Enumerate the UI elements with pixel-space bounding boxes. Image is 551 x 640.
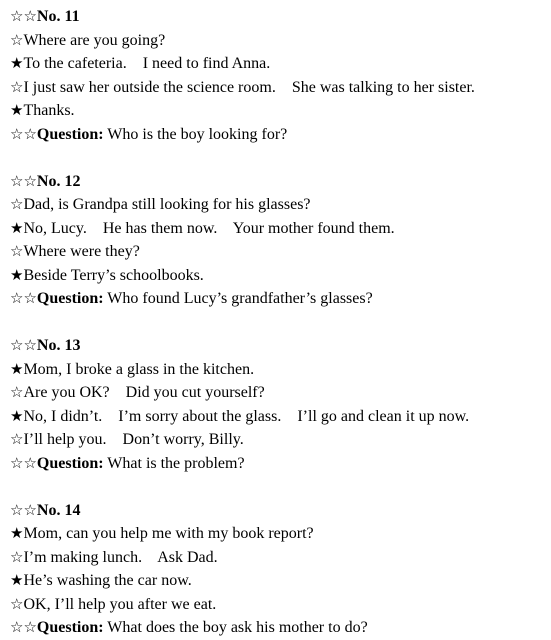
- double-white-star-icon: ☆☆: [10, 171, 37, 190]
- dialogue-line-text: Where are you going?: [23, 31, 166, 49]
- white-star-icon: ☆: [10, 594, 24, 613]
- black-star-icon: ★: [10, 524, 24, 542]
- dialogue-line-text: I’m making lunch. Ask Dad.: [23, 548, 218, 566]
- dialogue-line: [10, 264, 551, 288]
- white-star-icon: ☆: [10, 430, 24, 448]
- dialogue-line: [10, 217, 551, 241]
- dialogue-line: [10, 358, 551, 382]
- double-white-star-icon: ☆☆: [10, 336, 37, 354]
- black-star-icon: ★: [10, 265, 24, 284]
- dialogue-line: [10, 569, 551, 593]
- dialogue-line-text: Beside Terry’s schoolbooks.: [23, 266, 204, 284]
- double-white-star-icon: ☆☆: [10, 7, 37, 25]
- dialogue-line-text: He’s washing the car now.: [23, 572, 192, 589]
- black-star-icon: ★: [10, 218, 24, 237]
- dialogue-number: No. 12: [36, 172, 81, 190]
- dialogue-line: [10, 193, 551, 217]
- dialogue-line-text: I’ll help you. Don’t worry, Billy.: [23, 431, 244, 448]
- black-star-icon: ★: [10, 571, 24, 589]
- dialogue-block-14: [10, 499, 551, 640]
- double-white-star-icon: ☆☆: [10, 500, 37, 519]
- dialogue-line: [10, 29, 551, 53]
- double-white-star-icon: ☆☆: [10, 289, 37, 307]
- dialogue-line-text: Dad, is Grandpa still looking for his glasses?: [23, 196, 311, 213]
- dialogue-line-text: Mom, I broke a glass in the kitchen.: [23, 360, 255, 378]
- double-white-star-icon: ☆☆: [10, 453, 37, 472]
- listening-script-document: [10, 5, 551, 640]
- question-label: Question:: [36, 290, 104, 307]
- dialogue-line: [10, 428, 551, 452]
- question-text: Who is the boy looking for?: [103, 125, 288, 143]
- dialogue-block-12: [10, 170, 551, 311]
- question-text: What does the boy ask his mother to do?: [103, 619, 368, 636]
- dialogue-heading: [10, 170, 551, 194]
- dialogue-line: [10, 593, 551, 617]
- double-white-star-icon: ☆☆: [10, 124, 37, 143]
- dialogue-line: [10, 99, 551, 123]
- dialogue-line-text: Are you OK? Did you cut yourself?: [23, 384, 265, 401]
- dialogue-line: [10, 546, 551, 570]
- white-star-icon: ☆: [10, 30, 24, 49]
- dialogue-line-text: Mom, can you help me with my book report?: [23, 525, 314, 542]
- white-star-icon: ☆: [10, 77, 24, 96]
- white-star-icon: ☆: [10, 242, 24, 260]
- dialogue-block-13: [10, 334, 551, 475]
- dialogue-line: [10, 405, 551, 429]
- question-text: What is the problem?: [103, 454, 245, 472]
- black-star-icon: ★: [10, 359, 24, 378]
- dialogue-line: [10, 76, 551, 100]
- dialogue-line-text: OK, I’ll help you after we eat.: [23, 595, 217, 613]
- dialogue-number: No. 11: [36, 8, 80, 25]
- dialogue-line-text: To the cafeteria. I need to find Anna.: [23, 55, 271, 72]
- dialogue-heading: [10, 499, 551, 523]
- dialogue-line-text: Where were they?: [23, 243, 140, 260]
- black-star-icon: ★: [10, 101, 24, 119]
- dialogue-heading: [10, 334, 551, 358]
- question-text: Who found Lucy’s grandfather’s glasses?: [103, 290, 373, 307]
- white-star-icon: ☆: [10, 547, 24, 566]
- dialogue-number: No. 14: [36, 501, 81, 519]
- dialogue-line: [10, 52, 551, 76]
- dialogue-line-text: Thanks.: [23, 102, 75, 119]
- question-line: [10, 452, 551, 476]
- question-label: Question:: [36, 125, 104, 143]
- dialogue-line: [10, 381, 551, 405]
- dialogue-line-text: No, I didn’t. I’m sorry about the glass. I’ll go and clean it up now.: [23, 407, 470, 425]
- dialogue-heading: [10, 5, 551, 29]
- question-line: [10, 123, 551, 147]
- white-star-icon: ☆: [10, 195, 24, 213]
- question-label: Question:: [36, 454, 104, 472]
- black-star-icon: ★: [10, 406, 24, 425]
- white-star-icon: ☆: [10, 383, 24, 401]
- dialogue-line-text: I just saw her outside the science room. She was talking to her sister.: [23, 78, 475, 96]
- dialogue-number: No. 13: [36, 337, 81, 354]
- question-label: Question:: [36, 619, 104, 636]
- dialogue-line: [10, 522, 551, 546]
- dialogue-block-11: [10, 5, 551, 146]
- dialogue-line: [10, 240, 551, 264]
- double-white-star-icon: ☆☆: [10, 618, 37, 636]
- dialogue-line-text: No, Lucy. He has them now. Your mother found them.: [23, 219, 395, 237]
- question-line: [10, 287, 551, 311]
- black-star-icon: ★: [10, 54, 24, 72]
